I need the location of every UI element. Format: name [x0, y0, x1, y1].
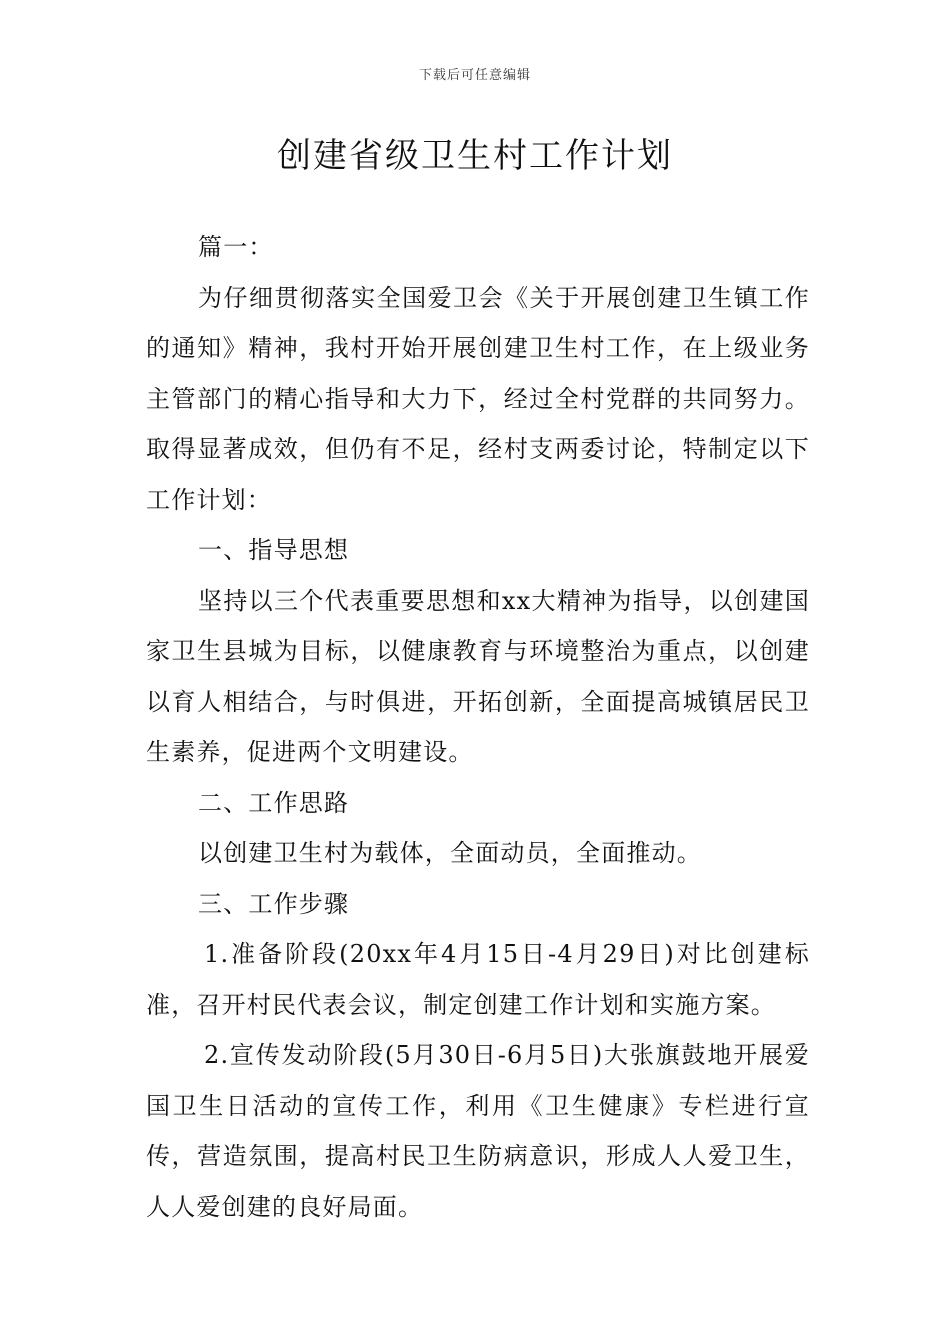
work-approach-paragraph: 以创建卫生村为载体，全面动员，全面推动。	[198, 839, 702, 867]
guiding-ideology-paragraph: 坚持以三个代表重要思想和xx大精神为指导，以创建国家卫生县城为目标，以健康教育与环境整治为重点，以创建以育人相结合，与时俱进，开拓创新，全面提高城镇居民卫生素养，促进两个文明建设。	[146, 586, 810, 766]
step-1-paragraph: 1.准备阶段(20xx年4月15日-4月29日)对比创建标准，召开村民代表会议，制定创建工作计划和实施方案。	[146, 940, 810, 1019]
heading-work-approach: 二、工作思路	[198, 788, 350, 817]
section-label: 篇一：	[198, 233, 274, 261]
header-note: 下载后可任意编辑	[418, 68, 531, 83]
heading-work-steps: 三、工作步骤	[198, 889, 350, 918]
heading-guiding-ideology: 一、指导思想	[198, 536, 350, 564]
intro-paragraph: 为仔细贯彻落实全国爱卫会《关于开展创建卫生镇工作的通知》精神，我村开始开展创建卫生村工作，在上级业务主管部门的精心指导和大力下，经过全村党群的共同努力。取得显著成效，但仍有不足，经村支两委讨论，特制定以下工作计划：	[146, 283, 810, 514]
step-2-paragraph: 2.宣传发动阶段(5月30日-6月5日)大张旗鼓地开展爱国卫生日活动的宣传工作，利用《卫生健康》专栏进行宣传，营造氛围，提高村民卫生防病意识，形成人人爱卫生，人人爱创建的良好局面。	[146, 1041, 810, 1221]
document-title: 创建省级卫生村工作计划	[277, 136, 673, 176]
document-body	[146, 222, 810, 1232]
